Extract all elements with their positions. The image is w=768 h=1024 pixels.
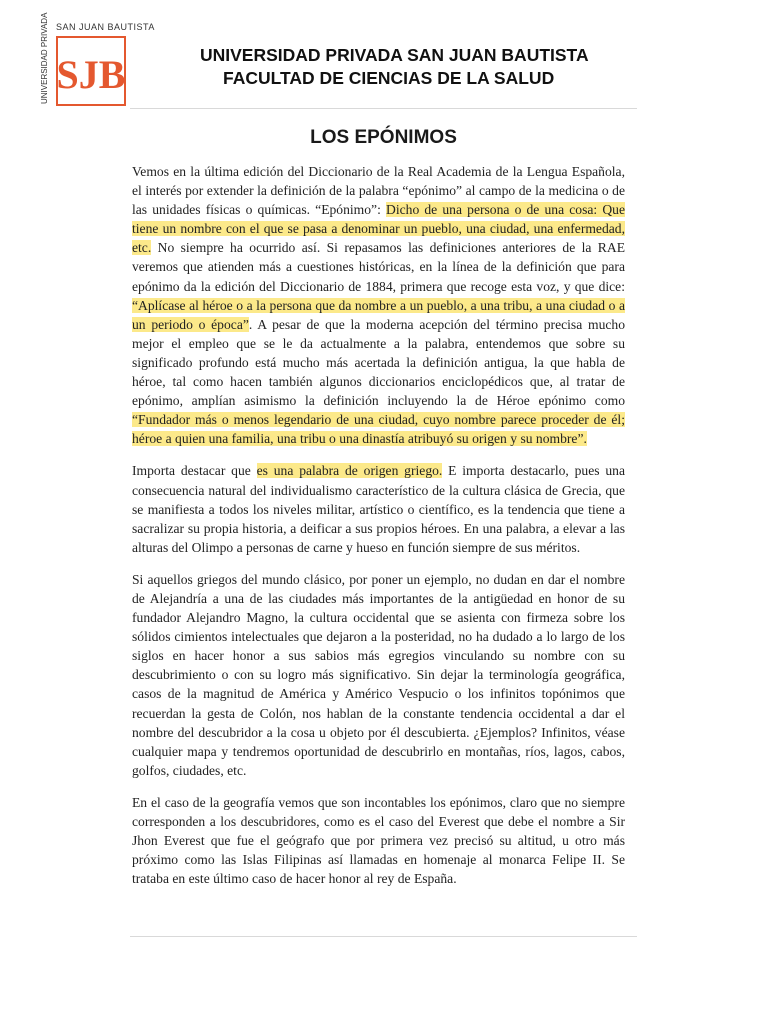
- logo-monogram-icon: [56, 36, 126, 106]
- paragraph: [132, 570, 625, 780]
- paragraph-text: E importa destacarlo, pues una consecuencia natural del individualismo característico de la cultura clásica de Grecia, que se manifiesta a todos los niveles militar, artístico o científico, es la tendencia que tiene a sacralizar su propia historia, a deificar a sus propios héroes. En una palabra, a elevar a las alturas del Olimpo a personas de carne y hueso en función siempre de sus méritos.: [132, 463, 625, 555]
- paragraph-text: No siempre ha ocurrido así. Si repasamos las definiciones anteriores de la RAE veremos que atienden más a cuestiones históricas, en la línea de la definición que para epónimo da la edición del Diccionario de 1884, primera que recoge esta voz, y que dice:: [132, 240, 625, 294]
- highlighted-text: es una palabra de origen griego.: [256, 463, 443, 479]
- footer-divider: [130, 936, 637, 937]
- highlighted-text: “Fundador más o menos legendario de una ciudad, cuyo nombre parece proceder de él; héroe a quien una familia, una tribu o una dinastía atribuyó su origen y su nombre”.: [132, 412, 625, 447]
- document-body: [132, 162, 625, 901]
- logo-monogram-text: SJB: [56, 52, 126, 97]
- header-divider: [130, 108, 637, 109]
- highlighted-text: Dicho de una persona o de una cosa: Que tiene un nombre con el que se pasa a denominar un pueblo, una ciudad, una enfermedad, etc.: [132, 202, 625, 256]
- logo-side-text: UNIVERSIDAD PRIVADA: [40, 12, 49, 104]
- header-titles: [200, 44, 589, 90]
- logo-top-text: SAN JUAN BAUTISTA: [56, 22, 155, 32]
- header-university-name: UNIVERSIDAD PRIVADA SAN JUAN BAUTISTA: [200, 45, 589, 65]
- highlighted-text: “Aplícase al héroe o a la persona que da nombre a un pueblo, a una tribu, a una ciudad o a un periodo o época”: [132, 297, 625, 332]
- paragraph-text: Si aquellos griegos del mundo clásico, por poner un ejemplo, no dudan en dar el nombre de Alejandría a una de las ciudades más importantes de la antigüedad en honor de su fundador Alejandro Magno, la cultura occidental que se asienta con firmeza sobre los sólidos cimientos intelectuales que dejaron a la posteridad, no ha dudado a lo largo de los siglos en hacer honor a sus sabios más egregios vinculando su nombre con su descubrimiento o con su logro más significativo. Sin dejar la terminología geográfica, casos de la magnitud de América y Américo Vespucio o los infinitos topónimos que recuerdan la gesta de Colón, nos hablan de la constante tendencia occidental a dar el nombre del descubridor a la cosa u objeto por él descubierta. ¿Ejemplos? Infinitos, véase cualquier mapa y tendremos oportunidad de descubrirlo en montañas, ríos, lagos, cabos, golfos, ciudades, etc.: [132, 571, 625, 778]
- paragraph: [132, 162, 625, 448]
- paragraph-text: Importa destacar que: [132, 463, 257, 479]
- paragraph-text: Vemos en la última edición del Diccionario de la Real Academia de la Lengua Española, el interés por extender la definición de la palabra “epónimo” al campo de la medicina o de las unidades físicas o químicas. “Epónimo”:: [132, 164, 625, 218]
- header-faculty-name: FACULTAD DE CIENCIAS DE LA SALUD: [223, 68, 555, 88]
- paragraph-text: . A pesar de que la moderna acepción del término precisa mucho mejor el empleo que se le da actualmente a la palabra, entendemos que sobre su significado profundo está mucho más acertada la definición antigua, la que habla de héroe, tal como hacen también algunos diccionarios enciclopédicos que, al tratar de epónimo, amplían asimismo la definición incluyendo la de Héroe epónimo como: [132, 316, 625, 409]
- paragraph-text: En el caso de la geografía vemos que son incontables los epónimos, claro que no siempre corresponden a los descubridores, como es el caso del Everest que debe el nombre a Sir Jhon Everest que fue el geógrafo que por primera vez precisó su altitud, u otro más próximo como las Islas Filipinas así llamadas en homenaje al monarca Felipe II. Se trataba en este último caso de hacer honor al rey de España.: [132, 794, 625, 887]
- paragraph: [132, 461, 625, 556]
- paragraph: [132, 793, 625, 888]
- document-title: LOS EPÓNIMOS: [310, 127, 457, 148]
